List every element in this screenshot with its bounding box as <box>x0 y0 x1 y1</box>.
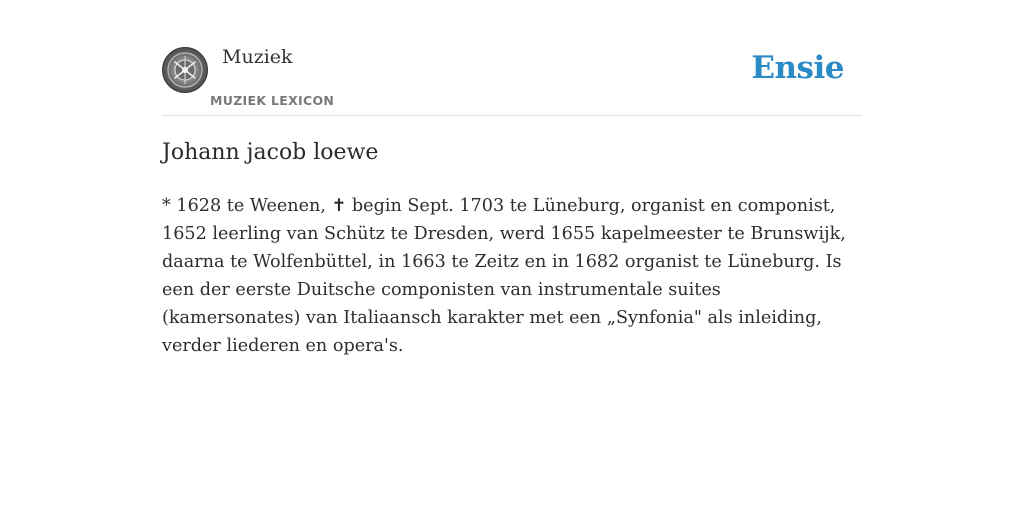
article-title: Johann jacob loewe <box>162 140 379 165</box>
music-emblem-icon[interactable] <box>162 47 208 93</box>
article-body: * 1628 te Weenen, ✝ begin Sept. 1703 te Lüneburg, organist en componist, 1652 leerling van Schütz te Dresden, werd 1655 kapelmeester te Brunswijk, daarna te Wolfenbüttel, in 1663 te Zeitz en in 1682 organist te Lüneburg. Is een der eerste Duitsche componisten van instrumentale suites (kamersonates) van Italiaansch karakter met een „Synfonia" als inleiding, verder liederen en opera's. <box>162 196 846 356</box>
site-title[interactable]: Muziek <box>222 46 293 68</box>
site-header <box>162 40 862 116</box>
site-subtitle: MUZIEK LEXICON <box>210 93 335 108</box>
brand-logo[interactable]: Ensie <box>751 50 844 86</box>
